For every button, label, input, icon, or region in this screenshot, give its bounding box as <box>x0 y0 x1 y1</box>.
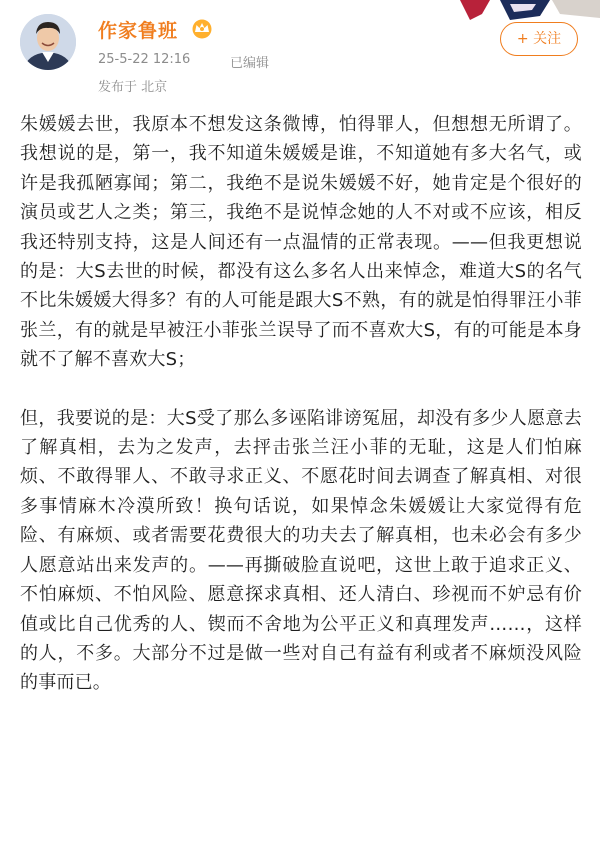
banner-decoration <box>440 0 600 22</box>
post-location: 发布于 北京 <box>98 80 168 95</box>
avatar[interactable] <box>20 14 76 70</box>
edited-label: 已编辑 <box>230 56 270 71</box>
avatar-portrait <box>20 14 76 70</box>
username[interactable]: 作家鲁班 <box>98 20 179 42</box>
vip-crown-icon[interactable] <box>189 17 215 39</box>
post-header <box>0 0 600 100</box>
follow-button[interactable]: + 关注 <box>500 22 578 56</box>
post-paragraph-1: 朱媛媛去世，我原本不想发这条微博，怕得罪人，但想想无所谓了。我想说的是，第一，我不知道朱媛媛是谁，不知道她有多大名气，或许是我孤陋寡闻；第二，我绝不是说朱媛媛不好，她肯定是个很好的演员或艺人之类；第三，我绝不是说悼念她的人不对或不应该，相反我还特别支持，这是人间还有一点温情的正常表现。——但我更想说的是：大S去世的时候，都没有这么多名人出来悼念，难道大S的名气不比朱媛媛大得多？有的人可能是跟大S不熟，有的就是怕得罪汪小菲张兰，有的就是早被汪小菲张兰误导了而不喜欢大S，有的可能是本身就不了解不喜欢大S； <box>20 114 582 371</box>
post-content <box>20 110 582 698</box>
post-paragraph-2: 但，我要说的是：大S受了那么多诬陷诽谤冤屈，却没有多少人愿意去了解真相，去为之发声，去抨击张兰汪小菲的无耻，这是人们怕麻烦、不敢得罪人、不敢寻求正义、不愿花时间去调查了解真相、对很多事情麻木冷漠所致！换句话说，如果悼念朱媛媛让大家觉得有危险、有麻烦、或者需要花费很大的功夫去了解真相，也未必会有多少人愿意站出来发声的。——再撕破脸直说吧，这世上敢于追求正义、不怕麻烦、不怕风险、愿意探求真相、还人清白、珍视而不妒忌有价值或比自己优秀的人、锲而不舍地为公平正义和真理发声……，这样的人，不多。大部分不过是做一些对自己有益有利或者不麻烦没风险的事而已。 <box>20 407 582 694</box>
post-time: 25-5-22 12:16 <box>98 52 191 67</box>
